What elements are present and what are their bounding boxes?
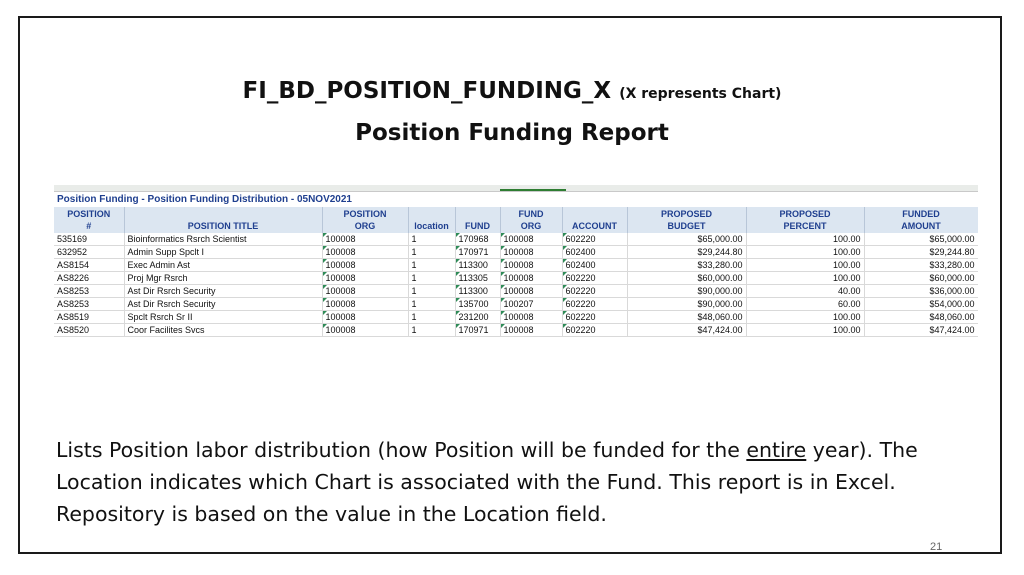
table-cell: 100008: [500, 246, 562, 259]
description-part-1: Lists Position labor distribution (how Position will be funded for the: [56, 438, 747, 462]
table-cell: $29,244.80: [627, 246, 746, 259]
table-cell: 135700: [455, 298, 500, 311]
table-row: [54, 246, 978, 259]
table-cell: 170971: [455, 246, 500, 259]
table-cell: 1: [408, 272, 455, 285]
table-cell: 100008: [322, 285, 408, 298]
table-cell: 602220: [562, 298, 627, 311]
column-header-line: ACCOUNT: [572, 221, 617, 231]
table-cell: AS8253: [54, 298, 124, 311]
spreadsheet-screenshot: [54, 185, 978, 348]
table-cell: $65,000.00: [627, 233, 746, 246]
table-cell: AS8226: [54, 272, 124, 285]
title-note: (X represents Chart): [619, 86, 782, 102]
description-part-2: year). The Location indicates which Chart is associated with the Fund. This report is in Excel. Repository is based on the value in the Location field.: [56, 438, 918, 526]
table-cell: 100207: [500, 298, 562, 311]
column-header-line: ORG: [354, 221, 376, 231]
column-header-line: #: [86, 221, 92, 231]
column-header-line: location: [414, 221, 449, 231]
column-header-line: [127, 208, 320, 220]
table-cell: 1: [408, 246, 455, 259]
table-cell: 100008: [500, 324, 562, 337]
table-cell: 100.00: [746, 259, 864, 272]
description-text: [56, 434, 956, 530]
table-cell: 1: [408, 298, 455, 311]
column-header-line: PERCENT: [783, 221, 827, 231]
table-cell: 100008: [500, 259, 562, 272]
table-cell: 1: [408, 285, 455, 298]
column-header: [322, 207, 408, 233]
table-cell: Ast Dir Rsrch Security: [124, 298, 322, 311]
column-header-line: ORG: [520, 221, 542, 231]
table-row: [54, 233, 978, 246]
table-cell: 100.00: [746, 311, 864, 324]
table-cell: $90,000.00: [627, 285, 746, 298]
column-header: [124, 207, 322, 233]
column-header: [562, 207, 627, 233]
column-header-strip: [54, 185, 978, 192]
table-row: [54, 272, 978, 285]
table-cell: 170971: [455, 324, 500, 337]
table-cell: 100008: [322, 324, 408, 337]
table-cell: $29,244.80: [864, 246, 978, 259]
table-cell: AS8154: [54, 259, 124, 272]
table-row: [54, 298, 978, 311]
table-cell: 231200: [455, 311, 500, 324]
table-row: [54, 324, 978, 337]
column-header-line: [411, 208, 453, 220]
description-underlined-word: entire: [746, 438, 807, 462]
table-cell: Exec Admin Ast: [124, 259, 322, 272]
column-header: [455, 207, 500, 233]
table-cell: Proj Mgr Rsrch: [124, 272, 322, 285]
table-cell: $47,424.00: [864, 324, 978, 337]
report-title: Position Funding - Position Funding Distribution - 05NOV2021: [57, 194, 352, 205]
column-header-line: POSITION TITLE: [187, 221, 259, 231]
column-header-line: BUDGET: [667, 221, 706, 231]
table-cell: 100008: [500, 285, 562, 298]
table-cell: 1: [408, 324, 455, 337]
table-cell: Ast Dir Rsrch Security: [124, 285, 322, 298]
slide-subtitle: Position Funding Report: [355, 120, 669, 146]
table-cell: 602220: [562, 324, 627, 337]
table-cell: $33,280.00: [864, 259, 978, 272]
title-main: FI_BD_POSITION_FUNDING_X: [242, 78, 612, 104]
table-cell: 535169: [54, 233, 124, 246]
table-row: [54, 285, 978, 298]
table-cell: AS8253: [54, 285, 124, 298]
column-header-line: [458, 208, 498, 220]
table-cell: 632952: [54, 246, 124, 259]
table-cell: $54,000.00: [864, 298, 978, 311]
header-row: [54, 207, 978, 233]
column-header: [54, 207, 124, 233]
table-cell: $65,000.00: [864, 233, 978, 246]
column-header-line: POSITION: [67, 209, 111, 219]
slide-title: [0, 78, 1024, 104]
column-header-line: POSITION: [343, 209, 387, 219]
table-cell: $33,280.00: [627, 259, 746, 272]
table-cell: $48,060.00: [864, 311, 978, 324]
table-cell: 1: [408, 311, 455, 324]
column-header-line: [565, 208, 625, 220]
table-cell: 100.00: [746, 246, 864, 259]
table-cell: 602220: [562, 311, 627, 324]
table-cell: 100.00: [746, 233, 864, 246]
column-header-line: PROPOSED: [779, 209, 831, 219]
table-cell: 100008: [500, 272, 562, 285]
funding-table: [54, 207, 978, 337]
table-cell: 100008: [500, 311, 562, 324]
table-cell: 100008: [322, 233, 408, 246]
table-cell: 100008: [322, 272, 408, 285]
table-cell: 170968: [455, 233, 500, 246]
column-header: [746, 207, 864, 233]
table-cell: 602220: [562, 285, 627, 298]
table-cell: 113305: [455, 272, 500, 285]
table-cell: 113300: [455, 259, 500, 272]
page-number: 21: [930, 541, 943, 553]
table-row: [54, 311, 978, 324]
column-header: [408, 207, 455, 233]
table-cell: 602400: [562, 246, 627, 259]
table-cell: $60,000.00: [627, 272, 746, 285]
column-header-line: AMOUNT: [901, 221, 941, 231]
table-cell: 1: [408, 259, 455, 272]
table-cell: Coor Facilites Svcs: [124, 324, 322, 337]
table-cell: 100008: [322, 259, 408, 272]
table-cell: 100.00: [746, 324, 864, 337]
column-header-line: FUNDED: [902, 209, 940, 219]
table-cell: 113300: [455, 285, 500, 298]
table-cell: 40.00: [746, 285, 864, 298]
table-cell: Bioinformatics Rsrch Scientist: [124, 233, 322, 246]
table-cell: 100.00: [746, 272, 864, 285]
table-cell: $90,000.00: [627, 298, 746, 311]
table-cell: $60,000.00: [864, 272, 978, 285]
table-cell: AS8519: [54, 311, 124, 324]
column-header: [864, 207, 978, 233]
table-cell: 1: [408, 233, 455, 246]
column-header: [500, 207, 562, 233]
column-header-line: PROPOSED: [660, 209, 712, 219]
table-cell: 602400: [562, 259, 627, 272]
table-cell: AS8520: [54, 324, 124, 337]
table-cell: $36,000.00: [864, 285, 978, 298]
table-cell: 60.00: [746, 298, 864, 311]
selected-column-indicator: [500, 185, 566, 191]
table-cell: $48,060.00: [627, 311, 746, 324]
table-cell: 100008: [322, 246, 408, 259]
table-cell: 602220: [562, 233, 627, 246]
column-header: [627, 207, 746, 233]
table-cell: 100008: [322, 298, 408, 311]
table-cell: 602220: [562, 272, 627, 285]
table-cell: 100008: [500, 233, 562, 246]
column-header-line: FUND: [465, 221, 490, 231]
table-cell: $47,424.00: [627, 324, 746, 337]
table-cell: Spclt Rsrch Sr II: [124, 311, 322, 324]
table-cell: 100008: [322, 311, 408, 324]
table-row: [54, 259, 978, 272]
table-cell: Admin Supp Spclt I: [124, 246, 322, 259]
column-header-line: FUND: [518, 209, 544, 219]
